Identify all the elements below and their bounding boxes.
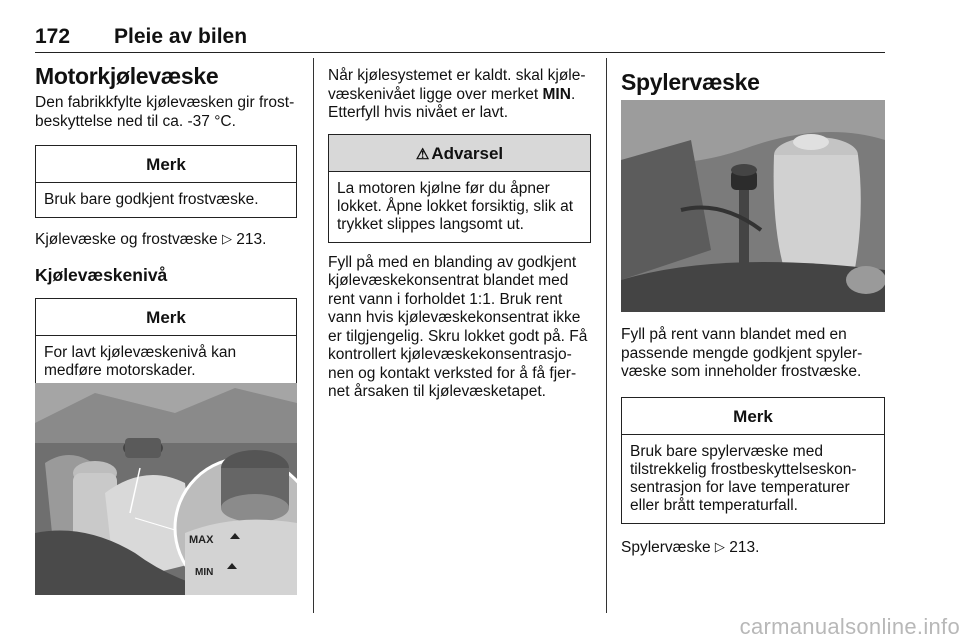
page-ref-icon: ▷ [221, 231, 232, 246]
note-box-antifreeze [35, 145, 297, 218]
coolant-reservoir-illustration [35, 383, 297, 595]
note-body: Bruk bare godkjent frostvæske. [44, 191, 259, 208]
column-coolant [35, 60, 297, 389]
subheading-coolant-level: Kjølevæskenivå [35, 264, 168, 285]
column-divider [313, 58, 314, 613]
reference-text: Spylervæske [621, 538, 711, 556]
note-body: Bruk bare spylervæske med tilstrekkelig frostbeskyttelseskonsentrasjon for lave temperaturer eller brått temperaturfall. [630, 442, 857, 514]
paragraph-text: . Etterfyll hvis nivået er lavt. [328, 85, 576, 121]
section-title-coolant: Motorkjølevæske [35, 63, 219, 89]
refill-paragraph: Fyll på med en blanding av godkjent kjølevæskekonsentrat blandet med rent vann i forholdet 1:1. Bruk rent vann hvis kjølevæskekonsentrat ikke er tilgjengelig. Skru lokket godt på. Få kontrollert kjølevæskekonsentrasjonen og kontakt verksted for å få fjernet årsaken til kjølevæsketapet. [328, 253, 588, 400]
warning-body: La motoren kjølne før du åpner lokket. Åpne lokket forsiktig, slik at trykket slippes langsomt ut. [337, 179, 574, 233]
note-box-level [35, 298, 297, 389]
warning-heading [329, 135, 590, 172]
max-label: MAX [189, 534, 214, 546]
coolant-reservoir-photo [35, 383, 297, 595]
min-label: MIN [195, 567, 214, 578]
warning-title: Advarsel [431, 143, 504, 163]
column-divider [606, 58, 607, 613]
washer-reservoir-photo [621, 100, 885, 312]
washer-paragraph: Fyll på rent vann blandet med en passende mengde godkjent spylervæske som inneholder frostvæske. [621, 326, 863, 380]
note-heading: Merk [36, 299, 296, 336]
column-washer-fluid [621, 60, 885, 98]
washer-reference [621, 539, 885, 558]
section-title-washer: Spylervæske [621, 69, 760, 95]
coolant-reference [35, 231, 297, 250]
note-body: For lavt kjølevæskenivå kan medføre motorskader. [44, 343, 237, 379]
watermark: carmanualsonline.info [739, 614, 960, 639]
warning-box [328, 134, 591, 243]
reference-page: 213. [729, 538, 760, 556]
min-mark-text: MIN [542, 85, 571, 103]
paragraph-text: Når kjølesystemet er kaldt. skal kjølevæskenivået ligge over merket [328, 67, 586, 103]
reference-page: 213. [236, 231, 267, 248]
coolant-intro: Den fabrikkfylte kjølevæsken gir frostbeskyttelse ned til ca. -37 °C. [35, 94, 295, 130]
page-ref-icon: ▷ [714, 538, 725, 554]
warning-icon: ⚠ [415, 145, 430, 163]
page-number: 172 [35, 25, 71, 48]
chapter-title: Pleie av bilen [114, 25, 248, 48]
washer-text-block [621, 326, 885, 557]
note-heading: Merk [36, 146, 296, 183]
note-heading: Merk [622, 398, 884, 435]
note-box-washer [621, 397, 885, 524]
washer-reservoir-illustration [621, 100, 885, 312]
coolant-level-paragraph [328, 67, 591, 123]
page-header [35, 25, 885, 53]
reference-text: Kjølevæske og frostvæske [35, 231, 218, 248]
column-coolant-level [328, 60, 591, 402]
